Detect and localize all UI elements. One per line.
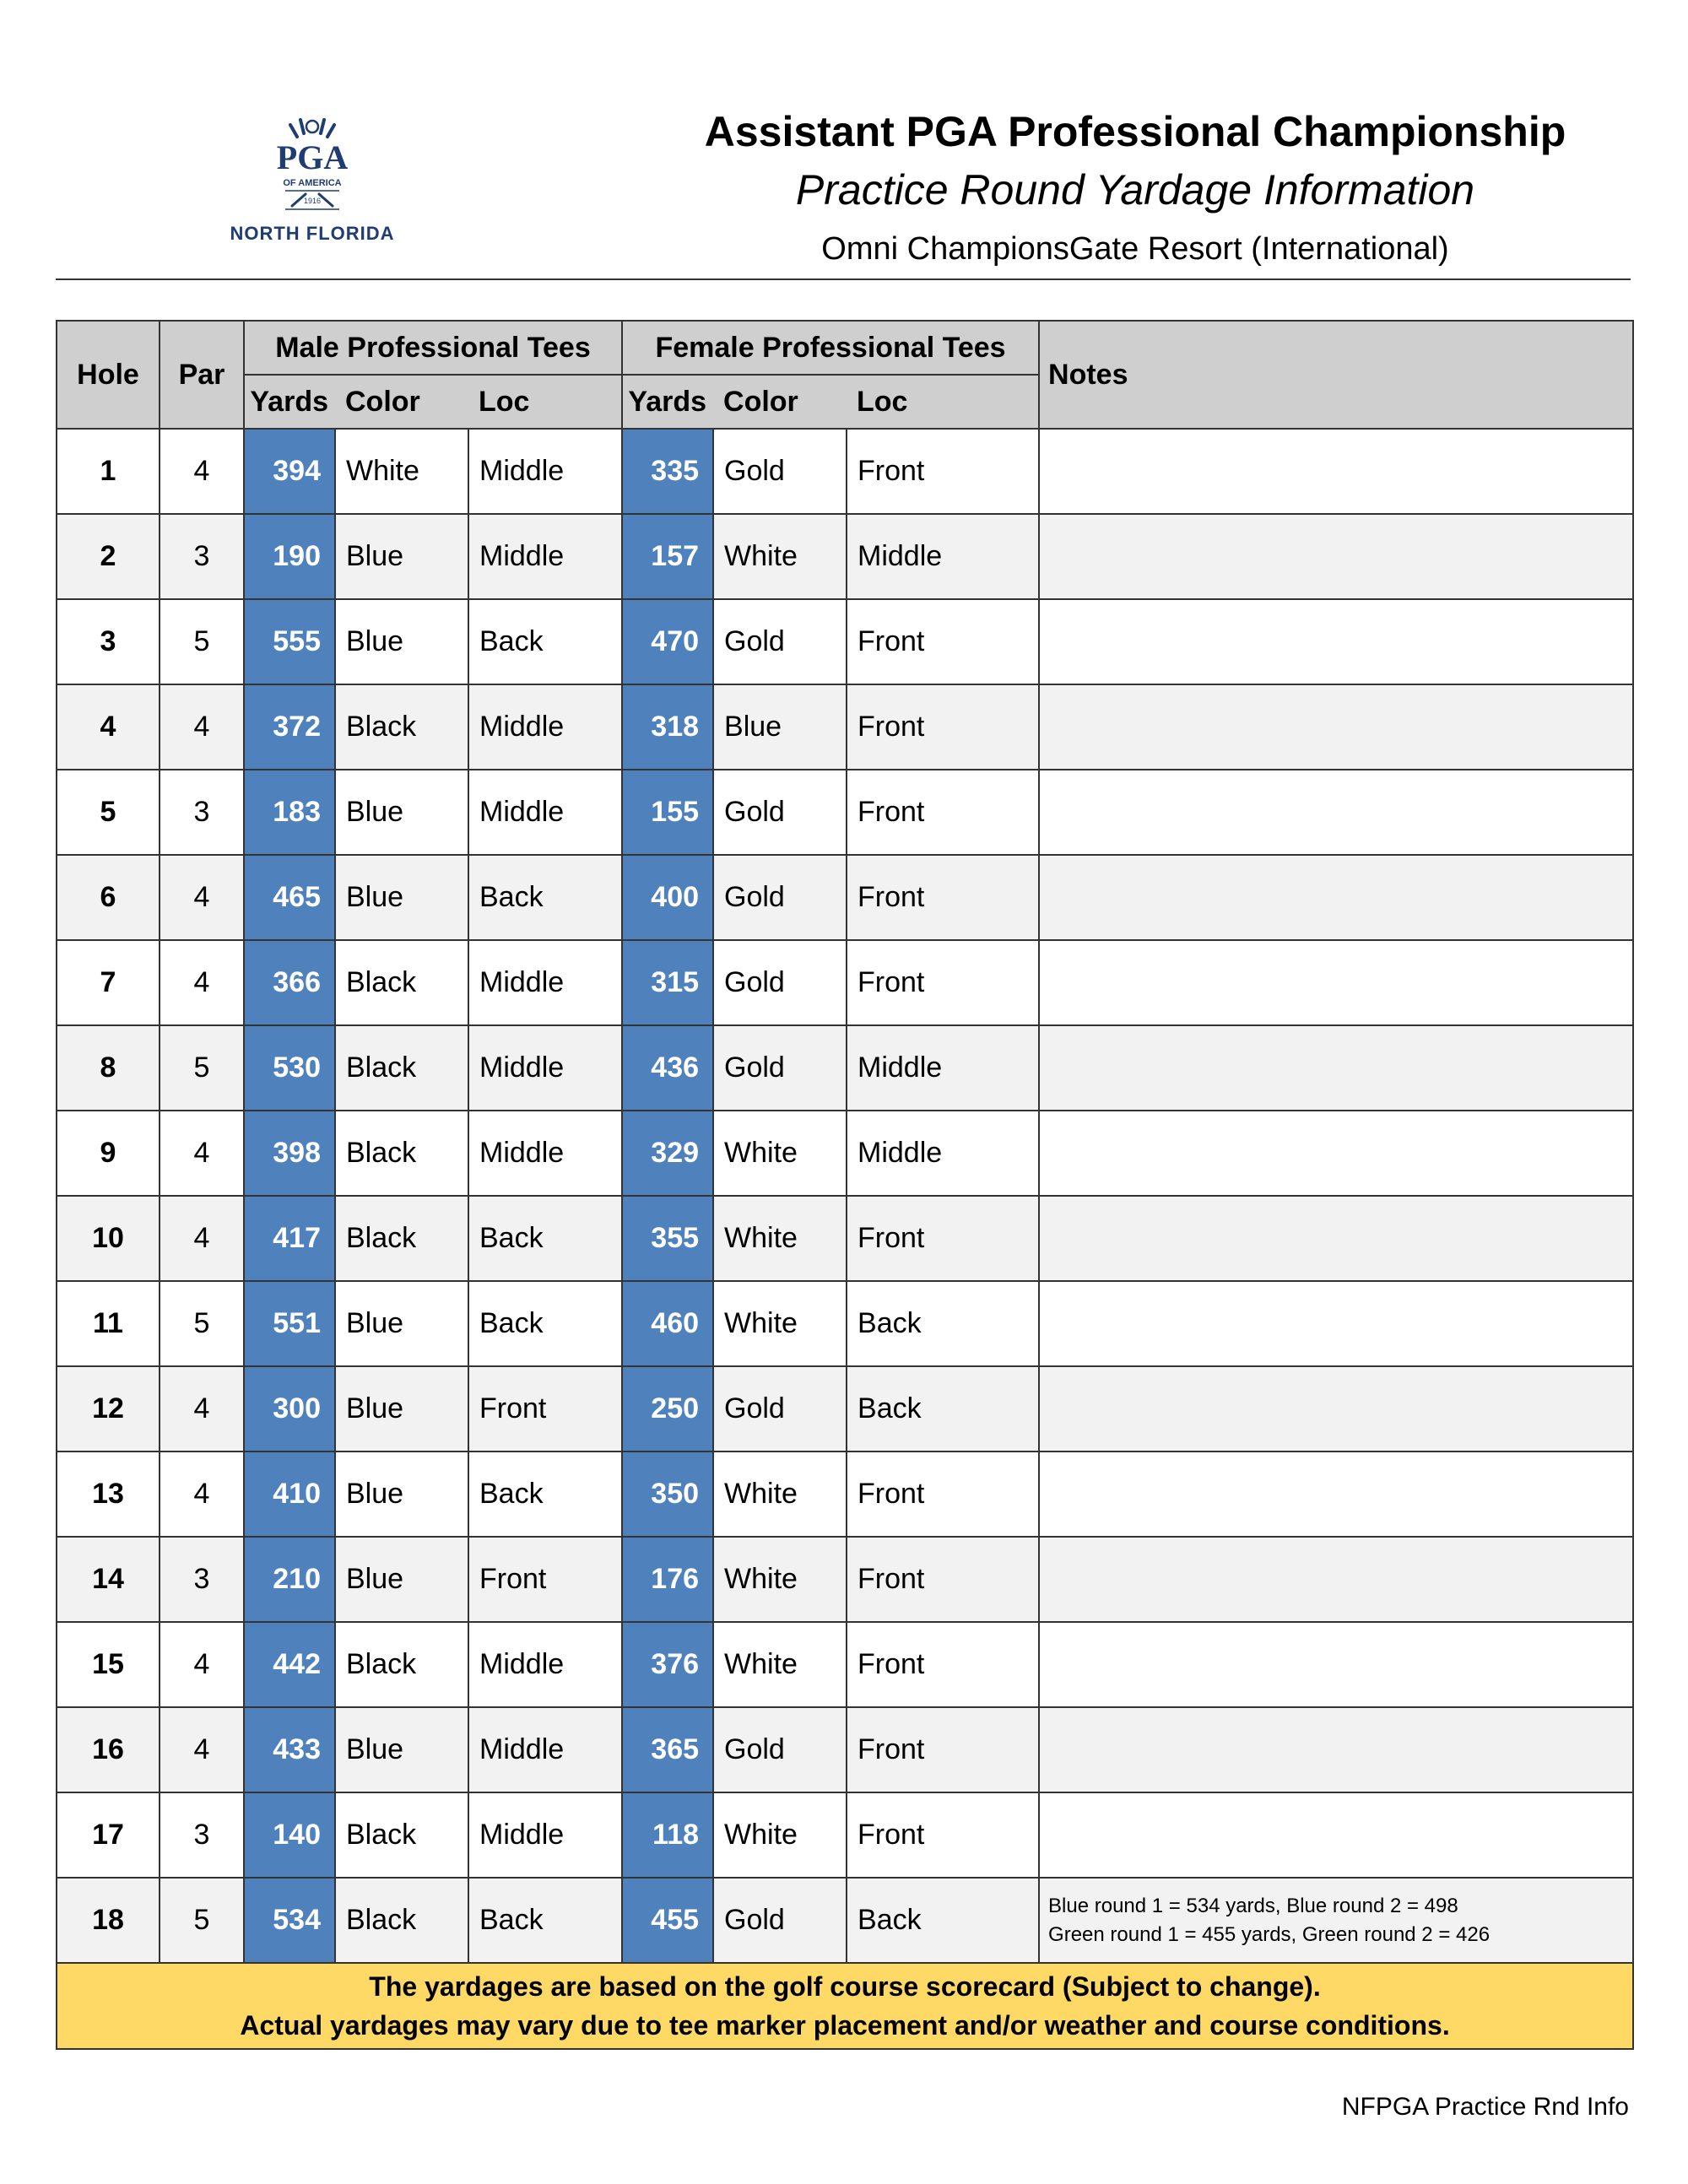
par-cell: 4 [160,1111,244,1196]
venue-name: Omni ChampionsGate Resort (International) [821,231,1449,267]
hole-cell: 3 [57,599,160,684]
hole-cell: 2 [57,514,160,599]
male-loc-cell: Back [468,855,622,940]
table-row [57,940,1633,1025]
male-yards-cell: 300 [244,1366,335,1451]
hole-cell: 17 [57,1792,160,1878]
male-yards-cell: 140 [244,1792,335,1878]
male-color-cell: Blue [335,855,468,940]
male-loc-header: Loc [468,375,622,429]
notes-cell [1039,855,1633,940]
hole-cell: 4 [57,684,160,770]
male-color-cell: Black [335,1196,468,1281]
notes-cell [1039,429,1633,514]
female-yards-cell: 118 [622,1792,713,1878]
female-loc-header: Loc [847,375,1039,429]
female-loc-cell: Front [847,770,1039,855]
female-loc-cell: Back [847,1366,1039,1451]
female-loc-cell: Front [847,1451,1039,1537]
notes-cell [1039,940,1633,1025]
male-loc-cell: Middle [468,770,622,855]
male-color-cell: Blue [335,514,468,599]
notes-cell [1039,684,1633,770]
male-color-cell: Blue [335,1281,468,1366]
female-yards-cell: 355 [622,1196,713,1281]
female-yards-cell: 250 [622,1366,713,1451]
hole-cell: 16 [57,1707,160,1792]
female-loc-cell: Front [847,940,1039,1025]
female-color-cell: Gold [713,1366,847,1451]
female-yards-cell: 335 [622,429,713,514]
male-yards-cell: 210 [244,1537,335,1622]
male-yards-cell: 433 [244,1707,335,1792]
female-loc-cell: Back [847,1878,1039,1963]
female-loc-cell: Front [847,684,1039,770]
male-yards-cell: 398 [244,1111,335,1196]
col-par-header: Par [160,321,244,429]
male-color-cell: Blue [335,599,468,684]
par-cell: 4 [160,684,244,770]
female-loc-cell: Front [847,599,1039,684]
page-title: Assistant PGA Professional Championship [704,108,1566,155]
female-color-cell: White [713,1111,847,1196]
female-yards-cell: 329 [622,1111,713,1196]
notes-cell [1039,599,1633,684]
male-color-cell: Blue [335,1537,468,1622]
male-yards-cell: 465 [244,855,335,940]
male-yards-cell: 417 [244,1196,335,1281]
male-color-cell: Blue [335,1366,468,1451]
notes-cell [1039,1878,1633,1963]
female-yards-header: Yards [622,375,713,429]
female-color-cell: White [713,1196,847,1281]
page-header [667,105,1604,276]
female-color-cell: Gold [713,429,847,514]
par-cell: 4 [160,855,244,940]
par-cell: 3 [160,770,244,855]
table-row [57,1537,1633,1622]
table-row [57,770,1633,855]
male-yards-cell: 183 [244,770,335,855]
male-loc-cell: Middle [468,1111,622,1196]
female-color-cell: Gold [713,1707,847,1792]
female-loc-cell: Front [847,1707,1039,1792]
female-loc-cell: Middle [847,1025,1039,1111]
par-cell: 3 [160,1537,244,1622]
svg-text:1916: 1916 [303,197,322,205]
male-yards-cell: 551 [244,1281,335,1366]
female-color-cell: White [713,1792,847,1878]
table-row [57,1281,1633,1366]
svg-text:PGA: PGA [276,138,349,176]
female-yards-cell: 365 [622,1707,713,1792]
par-cell: 5 [160,599,244,684]
female-yards-cell: 376 [622,1622,713,1707]
table-row [57,429,1633,514]
par-cell: 3 [160,1792,244,1878]
note-line: Green round 1 = 455 yards, Green round 2 = 426 [1048,1922,1491,1946]
col-hole-header: Hole [57,321,160,429]
female-color-cell: White [713,1451,847,1537]
male-loc-cell: Back [468,1196,622,1281]
male-color-cell: Blue [335,1707,468,1792]
footer-label: NFPGA Practice Rnd Info [1341,2093,1629,2121]
table-header-row [57,321,1633,375]
notes-cell [1039,1366,1633,1451]
hole-cell: 5 [57,770,160,855]
female-loc-cell: Front [847,855,1039,940]
svg-text:OF AMERICA: OF AMERICA [283,178,342,188]
female-color-cell: Gold [713,599,847,684]
male-yards-cell: 366 [244,940,335,1025]
pga-emblem-icon [262,118,363,218]
table-row [57,1707,1633,1792]
pga-logo [194,118,430,245]
notes-cell [1039,1792,1633,1878]
female-loc-cell: Front [847,1196,1039,1281]
male-color-cell: White [335,429,468,514]
male-loc-cell: Middle [468,429,622,514]
female-color-cell: Gold [713,1878,847,1963]
female-color-cell: Gold [713,855,847,940]
female-color-cell: White [713,1622,847,1707]
hole-cell: 15 [57,1622,160,1707]
female-yards-cell: 436 [622,1025,713,1111]
male-loc-cell: Middle [468,1792,622,1878]
par-cell: 4 [160,1707,244,1792]
page-subtitle: Practice Round Yardage Information [795,166,1475,214]
male-loc-cell: Middle [468,1622,622,1707]
male-loc-cell: Front [468,1537,622,1622]
hole-cell: 12 [57,1366,160,1451]
disclaimer-line-2: Actual yardages may vary due to tee marker placement and/or weather and course conditions. [240,2010,1450,2041]
female-loc-cell: Front [847,1537,1039,1622]
male-yards-header: Yards [244,375,335,429]
par-cell: 4 [160,940,244,1025]
notes-cell [1039,1451,1633,1537]
male-yards-cell: 372 [244,684,335,770]
table-row [57,1451,1633,1537]
male-color-cell: Blue [335,770,468,855]
male-yards-cell: 190 [244,514,335,599]
female-loc-cell: Middle [847,514,1039,599]
male-loc-cell: Back [468,599,622,684]
table-row [57,514,1633,599]
female-color-cell: Blue [713,684,847,770]
female-color-cell: White [713,1281,847,1366]
col-notes-header: Notes [1039,321,1633,429]
par-cell: 4 [160,1622,244,1707]
par-cell: 5 [160,1025,244,1111]
notes-cell [1039,1622,1633,1707]
par-cell: 3 [160,514,244,599]
hole-cell: 1 [57,429,160,514]
logo-region: NORTH FLORIDA [230,223,395,244]
female-yards-cell: 157 [622,514,713,599]
note-line: Blue round 1 = 534 yards, Blue round 2 = 498 [1048,1894,1458,1917]
female-yards-cell: 176 [622,1537,713,1622]
yardage-table [56,320,1634,2050]
notes-cell [1039,1707,1633,1792]
hole-cell: 9 [57,1111,160,1196]
female-yards-cell: 318 [622,684,713,770]
hole-cell: 8 [57,1025,160,1111]
table-row [57,1025,1633,1111]
female-yards-cell: 455 [622,1878,713,1963]
male-loc-cell: Middle [468,1025,622,1111]
hole-cell: 6 [57,855,160,940]
male-yards-cell: 555 [244,599,335,684]
male-yards-cell: 410 [244,1451,335,1537]
notes-cell [1039,1025,1633,1111]
disclaimer-row [57,1963,1633,2049]
male-loc-cell: Back [468,1878,622,1963]
hole-cell: 10 [57,1196,160,1281]
table-row [57,1196,1633,1281]
hole-cell: 18 [57,1878,160,1963]
female-yards-cell: 315 [622,940,713,1025]
male-color-cell: Black [335,1622,468,1707]
male-loc-cell: Back [468,1281,622,1366]
notes-cell [1039,514,1633,599]
female-color-cell: White [713,514,847,599]
female-loc-cell: Front [847,1622,1039,1707]
male-color-cell: Black [335,940,468,1025]
male-color-cell: Black [335,1792,468,1878]
hole-cell: 11 [57,1281,160,1366]
male-loc-cell: Front [468,1366,622,1451]
par-cell: 4 [160,1451,244,1537]
male-color-cell: Blue [335,1451,468,1537]
male-loc-cell: Middle [468,940,622,1025]
par-cell: 4 [160,1366,244,1451]
male-tees-header: Male Professional Tees [244,321,622,375]
male-color-header: Color [335,375,468,429]
male-yards-cell: 442 [244,1622,335,1707]
notes-cell [1039,1537,1633,1622]
female-color-cell: Gold [713,770,847,855]
female-yards-cell: 155 [622,770,713,855]
female-yards-cell: 460 [622,1281,713,1366]
female-loc-cell: Front [847,1792,1039,1878]
hole-cell: 14 [57,1537,160,1622]
female-yards-cell: 470 [622,599,713,684]
male-yards-cell: 530 [244,1025,335,1111]
table-row [57,1792,1633,1878]
disclaimer-line-1: The yardages are based on the golf course scorecard (Subject to change). [369,1971,1321,2002]
par-cell: 5 [160,1281,244,1366]
female-loc-cell: Front [847,429,1039,514]
male-color-cell: Black [335,1878,468,1963]
table-row [57,855,1633,940]
female-color-header: Color [713,375,847,429]
female-loc-cell: Middle [847,1111,1039,1196]
hole-cell: 13 [57,1451,160,1537]
male-loc-cell: Middle [468,684,622,770]
male-loc-cell: Back [468,1451,622,1537]
hole-cell: 7 [57,940,160,1025]
female-loc-cell: Back [847,1281,1039,1366]
male-loc-cell: Middle [468,1707,622,1792]
disclaimer-cell [57,1963,1633,2049]
male-color-cell: Black [335,684,468,770]
notes-cell [1039,1281,1633,1366]
table-row [57,1622,1633,1707]
notes-cell [1039,770,1633,855]
female-color-cell: White [713,1537,847,1622]
par-cell: 5 [160,1878,244,1963]
table-row [57,684,1633,770]
table-row [57,1111,1633,1196]
table-row [57,1878,1633,1963]
male-yards-cell: 394 [244,429,335,514]
female-color-cell: Gold [713,1025,847,1111]
male-color-cell: Black [335,1111,468,1196]
notes-cell [1039,1111,1633,1196]
header-divider [56,278,1631,280]
table-row [57,1366,1633,1451]
male-loc-cell: Middle [468,514,622,599]
female-yards-cell: 400 [622,855,713,940]
male-color-cell: Black [335,1025,468,1111]
par-cell: 4 [160,429,244,514]
table-row [57,599,1633,684]
notes-cell [1039,1196,1633,1281]
female-tees-header: Female Professional Tees [622,321,1039,375]
male-yards-cell: 534 [244,1878,335,1963]
female-yards-cell: 350 [622,1451,713,1537]
female-color-cell: Gold [713,940,847,1025]
par-cell: 4 [160,1196,244,1281]
